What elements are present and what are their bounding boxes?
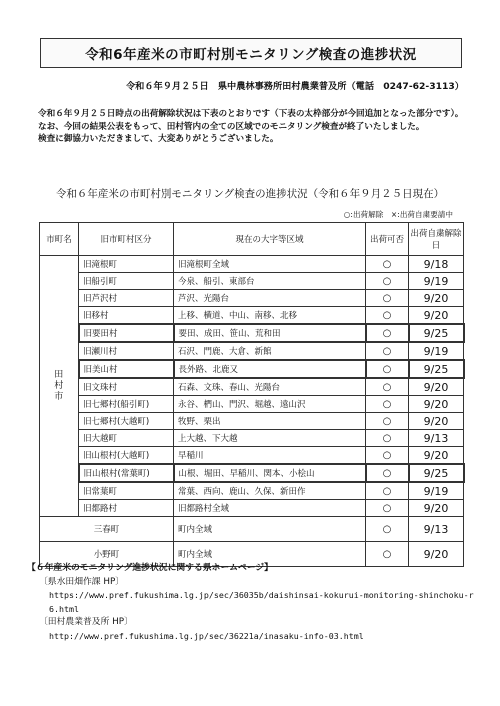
old-division-cell: 旧移村 <box>79 307 174 325</box>
muni-cell-tamura <box>40 256 79 517</box>
table-row <box>40 482 464 500</box>
release-date-cell: 9/20 <box>409 413 464 430</box>
header-muni: 市町名 <box>40 223 79 256</box>
old-division-cell: 旧大越町 <box>79 430 174 447</box>
current-area-cell: 町内全域 <box>174 517 366 542</box>
shipment-ok-cell: ○ <box>366 378 409 396</box>
table-row <box>40 273 464 290</box>
current-area-cell: 山根、堀田、早稲川、関本、小桧山 <box>174 464 366 482</box>
date-contact-line: 令和６年９月２５日 県中農林事務所田村農業普及所（電話 0247-62-3113） <box>126 81 464 92</box>
table-header-row <box>40 223 464 256</box>
table-row <box>40 342 464 360</box>
release-date-cell: 9/25 <box>409 464 464 482</box>
shipment-ok-cell: ○ <box>366 256 409 273</box>
shipment-ok-cell: ○ <box>366 307 409 325</box>
current-area-cell: 長外路、北鹿又 <box>174 360 366 378</box>
shipment-ok-cell: ○ <box>366 482 409 500</box>
old-division-cell: 旧船引町 <box>79 273 174 290</box>
intro-paragraph-1: 令和６年９月２５日時点の出荷解除状況は下表のとおりです（下表の太枠部分が今回追加となった部分です）。 <box>38 109 464 119</box>
release-date-cell: 9/19 <box>409 482 464 500</box>
release-date-cell: 9/20 <box>409 500 464 517</box>
release-date-cell: 9/13 <box>409 430 464 447</box>
old-division-cell: 旧瀬川村 <box>79 342 174 360</box>
shipment-ok-cell: ○ <box>366 290 409 307</box>
current-area-cell: 常葉、西向、鹿山、久保、新田作 <box>174 482 366 500</box>
old-division-cell: 旧七郷村(大越町) <box>79 413 174 430</box>
table-caption: 令和６年産米の市町村別モニタリング検査の進捗状況（令和６年９月２５日現在） <box>55 188 445 200</box>
table-row <box>40 360 464 378</box>
muni-label-tamura: 田村市 <box>54 369 64 402</box>
release-date-cell: 9/18 <box>409 256 464 273</box>
shipment-ok-cell: ○ <box>366 413 409 430</box>
header-old-division: 旧市町村区分 <box>79 223 174 256</box>
old-division-cell: 旧芦沢村 <box>79 290 174 307</box>
current-area-cell: 永谷、椚山、門沢、堀越、遠山沢 <box>174 396 366 413</box>
table-row <box>40 500 464 517</box>
old-division-cell: 旧都路村 <box>79 500 174 517</box>
old-division-cell: 旧常葉町 <box>79 482 174 500</box>
table-row <box>40 256 464 273</box>
homepage-heading: 【６年産米のモニタリング進捗状況に関する県ホームページ】 <box>27 563 273 573</box>
progress-table <box>39 222 465 567</box>
old-division-cell: 旧山根村(常葉町) <box>79 464 174 482</box>
table-row <box>40 464 464 482</box>
release-date-cell: 9/25 <box>409 324 464 342</box>
header-current-area: 現在の大字等区域 <box>174 223 366 256</box>
shipment-ok-cell: ○ <box>366 396 409 413</box>
shipment-ok-cell: ○ <box>366 360 409 378</box>
old-division-cell: 旧要田村 <box>79 324 174 342</box>
current-area-cell: 早稲川 <box>174 447 366 465</box>
old-division-cell: 旧滝根町 <box>79 256 174 273</box>
current-area-cell: 芦沢、光陽台 <box>174 290 366 307</box>
release-date-cell: 9/19 <box>409 273 464 290</box>
table-row <box>40 290 464 307</box>
current-area-cell: 石森、文珠、春山、光陽台 <box>174 378 366 396</box>
town-row <box>40 517 464 542</box>
current-area-cell: 要田、成田、笹山、荒和田 <box>174 324 366 342</box>
shipment-ok-cell: ○ <box>366 447 409 465</box>
release-date-cell: 9/20 <box>409 542 464 567</box>
shipment-ok-cell: ○ <box>366 324 409 342</box>
link-label-1: 〔県水田畑作課 HP〕 <box>39 576 125 587</box>
link-url-2[interactable]: http://www.pref.fukushima.lg.jp/sec/36221a/inasaku-info-03.html <box>49 630 364 641</box>
link-label-2: 〔田村農業普及所 HP〕 <box>39 617 133 627</box>
release-date-cell: 9/19 <box>409 342 464 360</box>
shipment-ok-cell: ○ <box>366 273 409 290</box>
shipment-ok-cell: ○ <box>366 517 409 542</box>
intro-text <box>28 108 468 146</box>
shipment-ok-cell: ○ <box>366 464 409 482</box>
release-date-cell: 9/20 <box>409 378 464 396</box>
table-legend: ○:出荷解除 ×:出荷自粛要請中 <box>343 210 453 219</box>
table-row <box>40 396 464 413</box>
header-release-date: 出荷自粛解除日 <box>409 223 464 256</box>
release-date-cell: 9/20 <box>409 307 464 325</box>
release-date-cell: 9/20 <box>409 447 464 465</box>
old-division-cell: 旧七郷村(船引町) <box>79 396 174 413</box>
old-division-cell: 旧山根村(大越町) <box>79 447 174 465</box>
old-division-cell: 旧美山村 <box>79 360 174 378</box>
table-row <box>40 430 464 447</box>
town-name-cell: 小野町 <box>40 542 174 567</box>
current-area-cell: 上移、横道、中山、南移、北移 <box>174 307 366 325</box>
release-date-cell: 9/13 <box>409 517 464 542</box>
shipment-ok-cell: ○ <box>366 542 409 567</box>
page-title: 令和6年産米の市町村別モニタリング検査の進捗状況 <box>40 38 462 68</box>
current-area-cell: 旧滝根町全域 <box>174 256 366 273</box>
current-area-cell: 旧都路村全域 <box>174 500 366 517</box>
release-date-cell: 9/20 <box>409 396 464 413</box>
table-row <box>40 378 464 396</box>
release-date-cell: 9/20 <box>409 290 464 307</box>
town-name-cell: 三春町 <box>40 517 174 542</box>
shipment-ok-cell: ○ <box>366 430 409 447</box>
table-row <box>40 307 464 325</box>
shipment-ok-cell: ○ <box>366 500 409 517</box>
intro-paragraph-2: なお、今回の結果公表をもって、田村管内の全ての区域でのモニタリング検査が終了いたしました。 <box>38 121 425 132</box>
current-area-cell: 町内全域 <box>174 542 366 567</box>
homepage-section <box>27 562 477 643</box>
old-division-cell: 旧文珠村 <box>79 378 174 396</box>
current-area-cell: 石沢、門鹿、大倉、新館 <box>174 342 366 360</box>
current-area-cell: 上大越、下大越 <box>174 430 366 447</box>
shipment-ok-cell: ○ <box>366 342 409 360</box>
release-date-cell: 9/25 <box>409 360 464 378</box>
link-url-1[interactable]: https://www.pref.fukushima.lg.jp/sec/36035b/daishinsai-kokurui-monitoring-shinchoku-r6.html <box>49 590 474 614</box>
table-row <box>40 324 464 342</box>
header-shipment-ok: 出荷可否 <box>366 223 409 256</box>
current-area-cell: 今泉、船引、東部台 <box>174 273 366 290</box>
table-row <box>40 447 464 465</box>
current-area-cell: 牧野、栗出 <box>174 413 366 430</box>
table-row <box>40 413 464 430</box>
intro-paragraph-3: 検査に御協力いただきまして、大変ありがとうございました。 <box>38 134 279 145</box>
